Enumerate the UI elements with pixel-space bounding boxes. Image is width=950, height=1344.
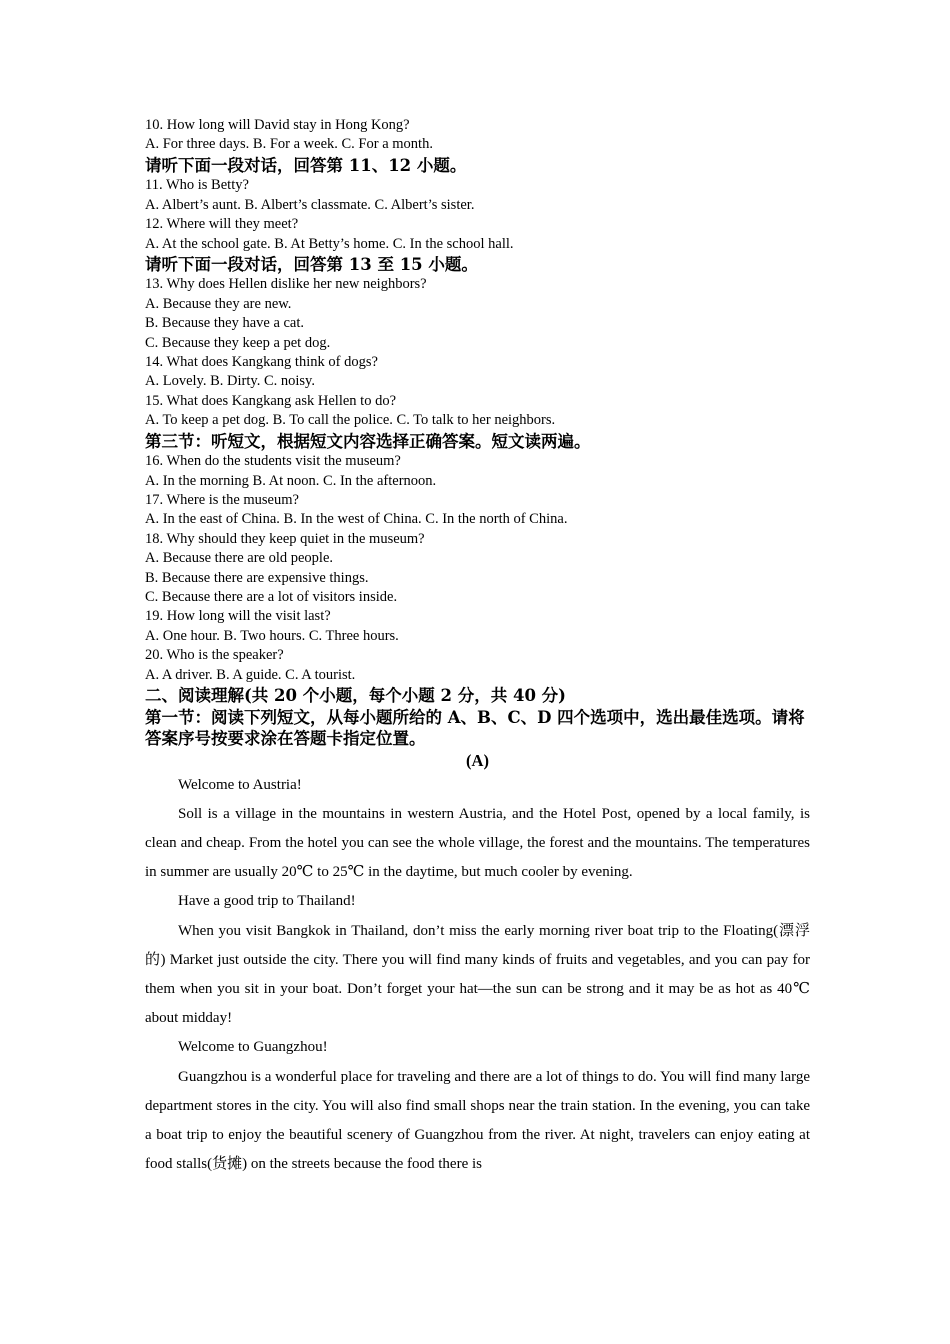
question-line: 13. Why does Hellen dislike her new neighbors? xyxy=(145,276,427,293)
passage-subtitle: Welcome to Austria! xyxy=(178,776,302,793)
passage-subtitle: Have a good trip to Thailand! xyxy=(178,893,356,910)
question-line: 15. What does Kangkang ask Hellen to do? xyxy=(145,392,397,409)
section-heading: 二、阅读理解(共 20 个小题，每个小题 2 分，共 40 分) xyxy=(145,686,566,706)
question-line: 16. When do the students visit the museum? xyxy=(145,453,401,470)
reading-passage-a xyxy=(145,771,810,1180)
question-line: 18. Why should they keep quiet in the museum? xyxy=(145,530,425,547)
question-line: A. Albert’s aunt. B. Albert’s classmate. C. Albert’s sister. xyxy=(145,196,475,213)
passage-subtitle: Welcome to Guangzhou! xyxy=(178,1039,328,1056)
section-heading: 请听下面一段对话，回答第 11、12 小题。 xyxy=(145,155,467,175)
question-line: 10. How long will David stay in Hong Kong? xyxy=(145,117,410,133)
question-line: 19. How long will the visit last? xyxy=(145,608,331,625)
question-line: B. Because there are expensive things. xyxy=(145,569,369,586)
listening-section xyxy=(145,116,810,750)
section-heading: 第三节：听短文，根据短文内容选择正确答案。短文读两遍。 xyxy=(145,431,591,451)
section-heading: 请听下面一段对话，回答第 13 至 15 小题。 xyxy=(145,254,478,274)
question-line: A. Because they are new. xyxy=(145,295,292,312)
question-line: A. In the morning B. At noon. C. In the afternoon. xyxy=(145,472,437,489)
question-line: A. Lovely. B. Dirty. C. noisy. xyxy=(145,373,315,390)
question-line: A. One hour. B. Two hours. C. Three hours. xyxy=(145,627,399,644)
passage-paragraph: When you visit Bangkok in Thailand, don’t miss the early morning river boat trip to the Floating(漂浮的) Market just outside the city. There you will find many kinds of fruits and vegetables, and you can pay for them when you sit in your boat. Don’t forget your hat—the sun can be strong and it may be as hot as 40℃ about midday! xyxy=(145,922,810,1027)
passage-paragraph: Guangzhou is a wonderful place for traveling and there are a lot of things to do. You will find many large department stores in the city. You will also find small shops near the train station. In the evening, you can take a boat trip to enjoy the beautiful scenery of Guangzhou from the river. At night, travelers can enjoy eating at food stalls(货摊) on the streets because the food there is xyxy=(145,1068,810,1173)
question-line: C. Because there are a lot of visitors inside. xyxy=(145,589,398,606)
question-line: C. Because they keep a pet dog. xyxy=(145,334,331,351)
question-line: 20. Who is the speaker? xyxy=(145,647,284,664)
question-line: B. Because they have a cat. xyxy=(145,315,305,332)
question-line: 12. Where will they meet? xyxy=(145,216,299,233)
question-line: 17. Where is the museum? xyxy=(145,492,299,508)
question-line: A. Because there are old people. xyxy=(145,550,334,567)
passage-label: (A) xyxy=(466,750,489,770)
question-line: 14. What does Kangkang think of dogs? xyxy=(145,354,378,371)
exam-page xyxy=(145,116,810,1179)
question-line: 11. Who is Betty? xyxy=(145,177,249,194)
section-instruction: 第一节：阅读下列短文，从每小题所给的 A、B、C、D 四个选项中，选出最佳选项。请将答案序号按要求涂在答题卡指定位置。 xyxy=(145,707,805,749)
question-line: A. A driver. B. A guide. C. A tourist. xyxy=(145,666,356,683)
question-line: A. To keep a pet dog. B. To call the police. C. To talk to her neighbors. xyxy=(145,412,556,429)
passage-paragraph: Soll is a village in the mountains in western Austria, and the Hotel Post, opened by a local family, is clean and cheap. From the hotel you can see the whole village, the forest and the mountains. The temperatures in summer are usually 20℃ to 25℃ in the daytime, but much cooler by evening. xyxy=(145,805,810,881)
question-line: A. At the school gate. B. At Betty’s home. C. In the school hall. xyxy=(145,235,514,252)
question-line: A. For three days. B. For a week. C. For a month. xyxy=(145,136,433,153)
question-line: A. In the east of China. B. In the west of China. C. In the north of China. xyxy=(145,511,568,528)
